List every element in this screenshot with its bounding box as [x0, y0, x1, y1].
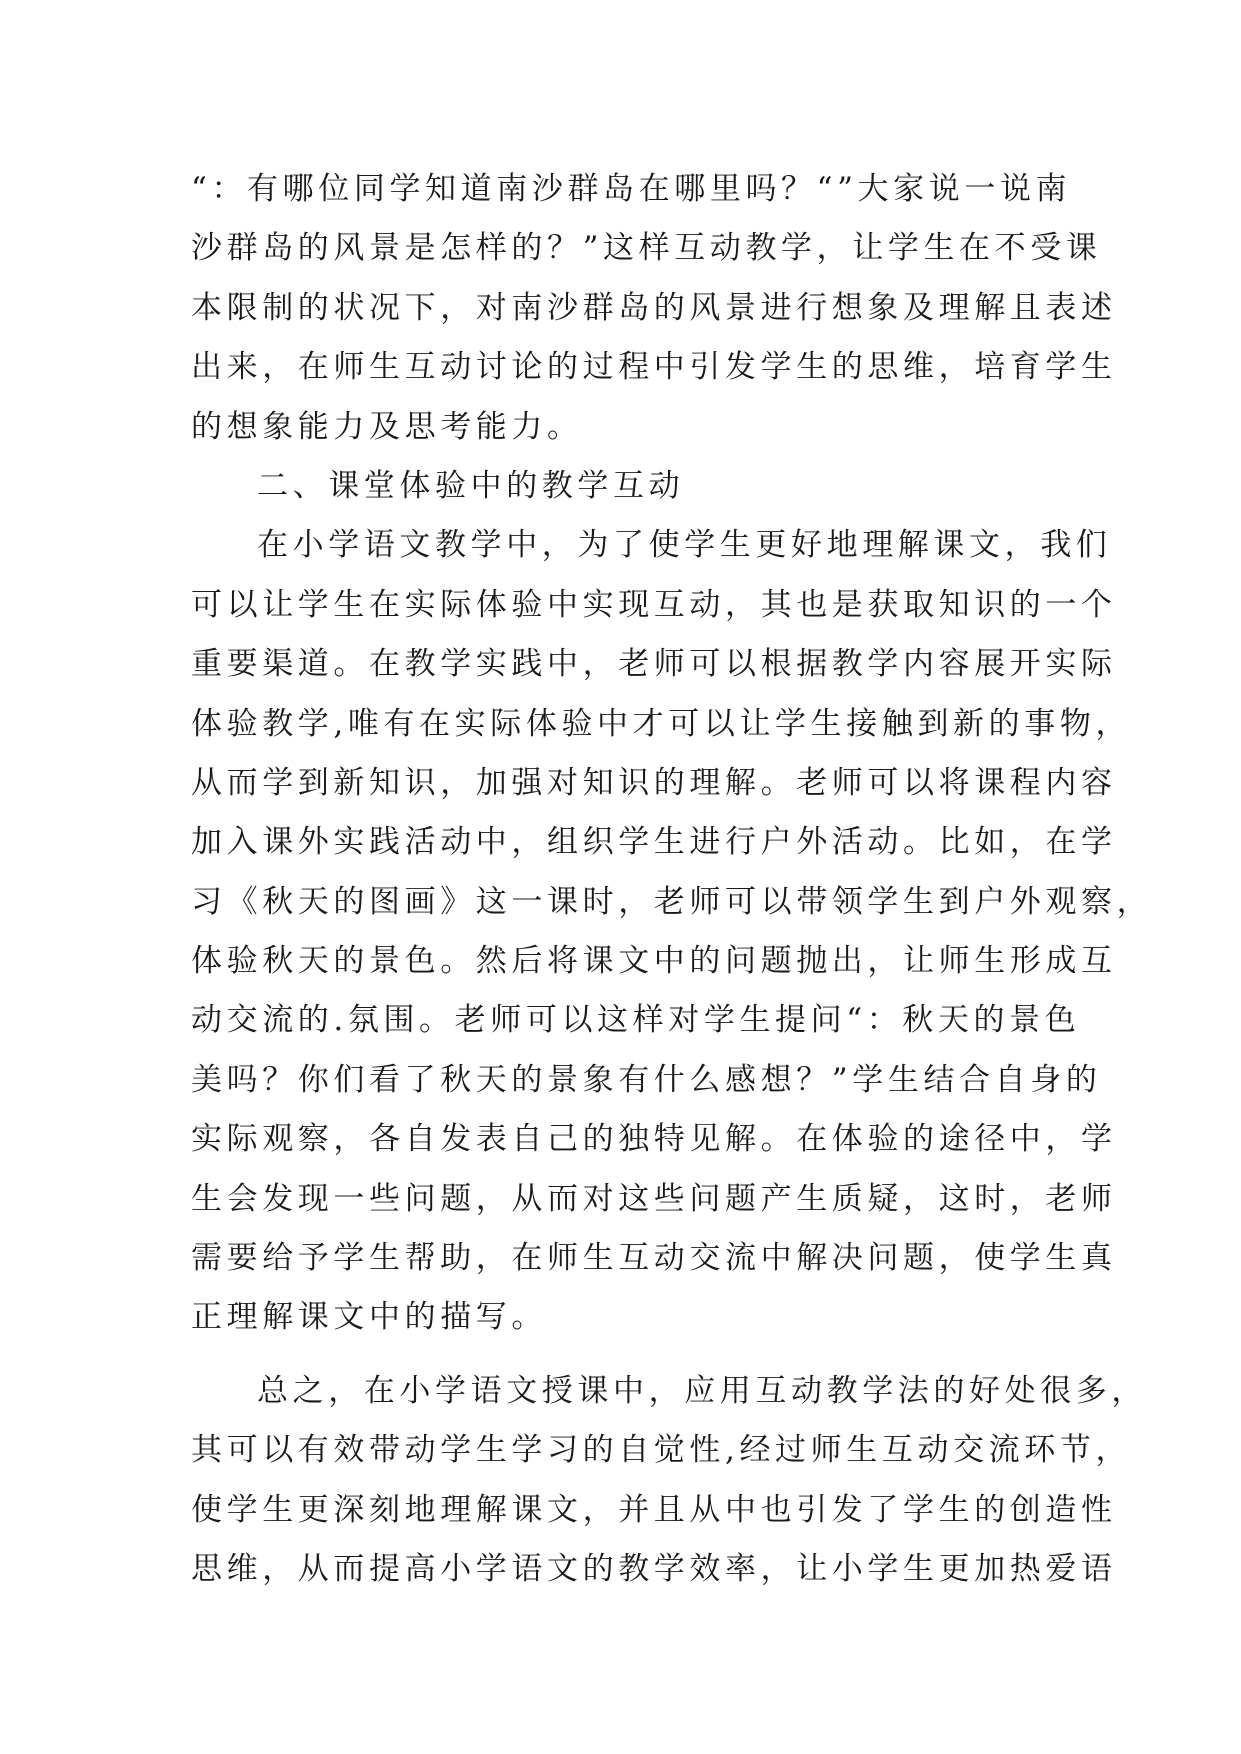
text-line: 动交流的.氛围。老师可以这样对学生提问“：秋天的景色	[191, 1002, 1081, 1039]
paragraph-experience	[191, 516, 1153, 1347]
text-line: 思维，从而提高小学语文的教学效率，让小学生更加热爱语	[191, 1550, 1117, 1587]
text-line: 本限制的状况下，对南沙群岛的风景进行想象及理解且表述	[191, 289, 1117, 326]
text-line: 习《秋天的图画》这一课时，老师可以带领学生到户外观察，	[191, 883, 1153, 920]
text-line: 正理解课文中的描写。	[191, 1299, 547, 1336]
paragraph-continuation	[191, 160, 1117, 457]
text-line: “：有哪位同学知道南沙群岛在哪里吗？“”大家说一说南	[191, 171, 1072, 207]
text-line: 需要给予学生帮助，在师生互动交流中解决问题，使学生真	[191, 1240, 1117, 1277]
text-line: 重要渠道。在教学实践中，老师可以根据教学内容展开实际	[191, 646, 1117, 683]
paragraph-conclusion	[191, 1362, 1147, 1600]
text-line: 其可以有效带动学生学习的自觉性,经过师生互动交流环节，	[191, 1432, 1132, 1469]
text-line: 可以让学生在实际体验中实现互动，其也是获取知识的一个	[191, 586, 1117, 623]
text-line: 使学生更深刻地理解课文，并且从中也引发了学生的创造性	[191, 1491, 1117, 1528]
text-line: 的想象能力及思考能力。	[191, 408, 583, 445]
text-line: 沙群岛的风景是怎样的？”这样互动教学，让学生在不受课	[191, 230, 1102, 267]
section-heading: 二、课堂体验中的教学互动	[257, 467, 685, 504]
text-line: 美吗？你们看了秋天的景象有什么感想？”学生结合自身的	[191, 1061, 1102, 1098]
text-line: 出来，在师生互动讨论的过程中引发学生的思维，培育学生	[191, 349, 1117, 386]
text-line: 总之，在小学语文授课中，应用互动教学法的好处很多，	[257, 1372, 1147, 1409]
paragraph-gap	[191, 1348, 1051, 1362]
text-line: 生会发现一些问题，从而对这些问题产生质疑，这时，老师	[191, 1180, 1117, 1217]
text-line: 从而学到新知识，加强对知识的理解。老师可以将课程内容	[191, 764, 1117, 801]
document-body	[191, 160, 1153, 1599]
text-line: 体验教学,唯有在实际体验中才可以让学生接触到新的事物，	[191, 705, 1132, 742]
text-line: 体验秋天的景色。然后将课文中的问题抛出，让师生形成互	[191, 943, 1117, 980]
text-line: 在小学语文教学中，为了使学生更好地理解课文，我们	[257, 527, 1112, 564]
text-line: 实际观察，各自发表自己的独特见解。在体验的途径中，学	[191, 1121, 1117, 1158]
text-line: 加入课外实践活动中，组织学生进行户外活动。比如，在学	[191, 824, 1117, 861]
